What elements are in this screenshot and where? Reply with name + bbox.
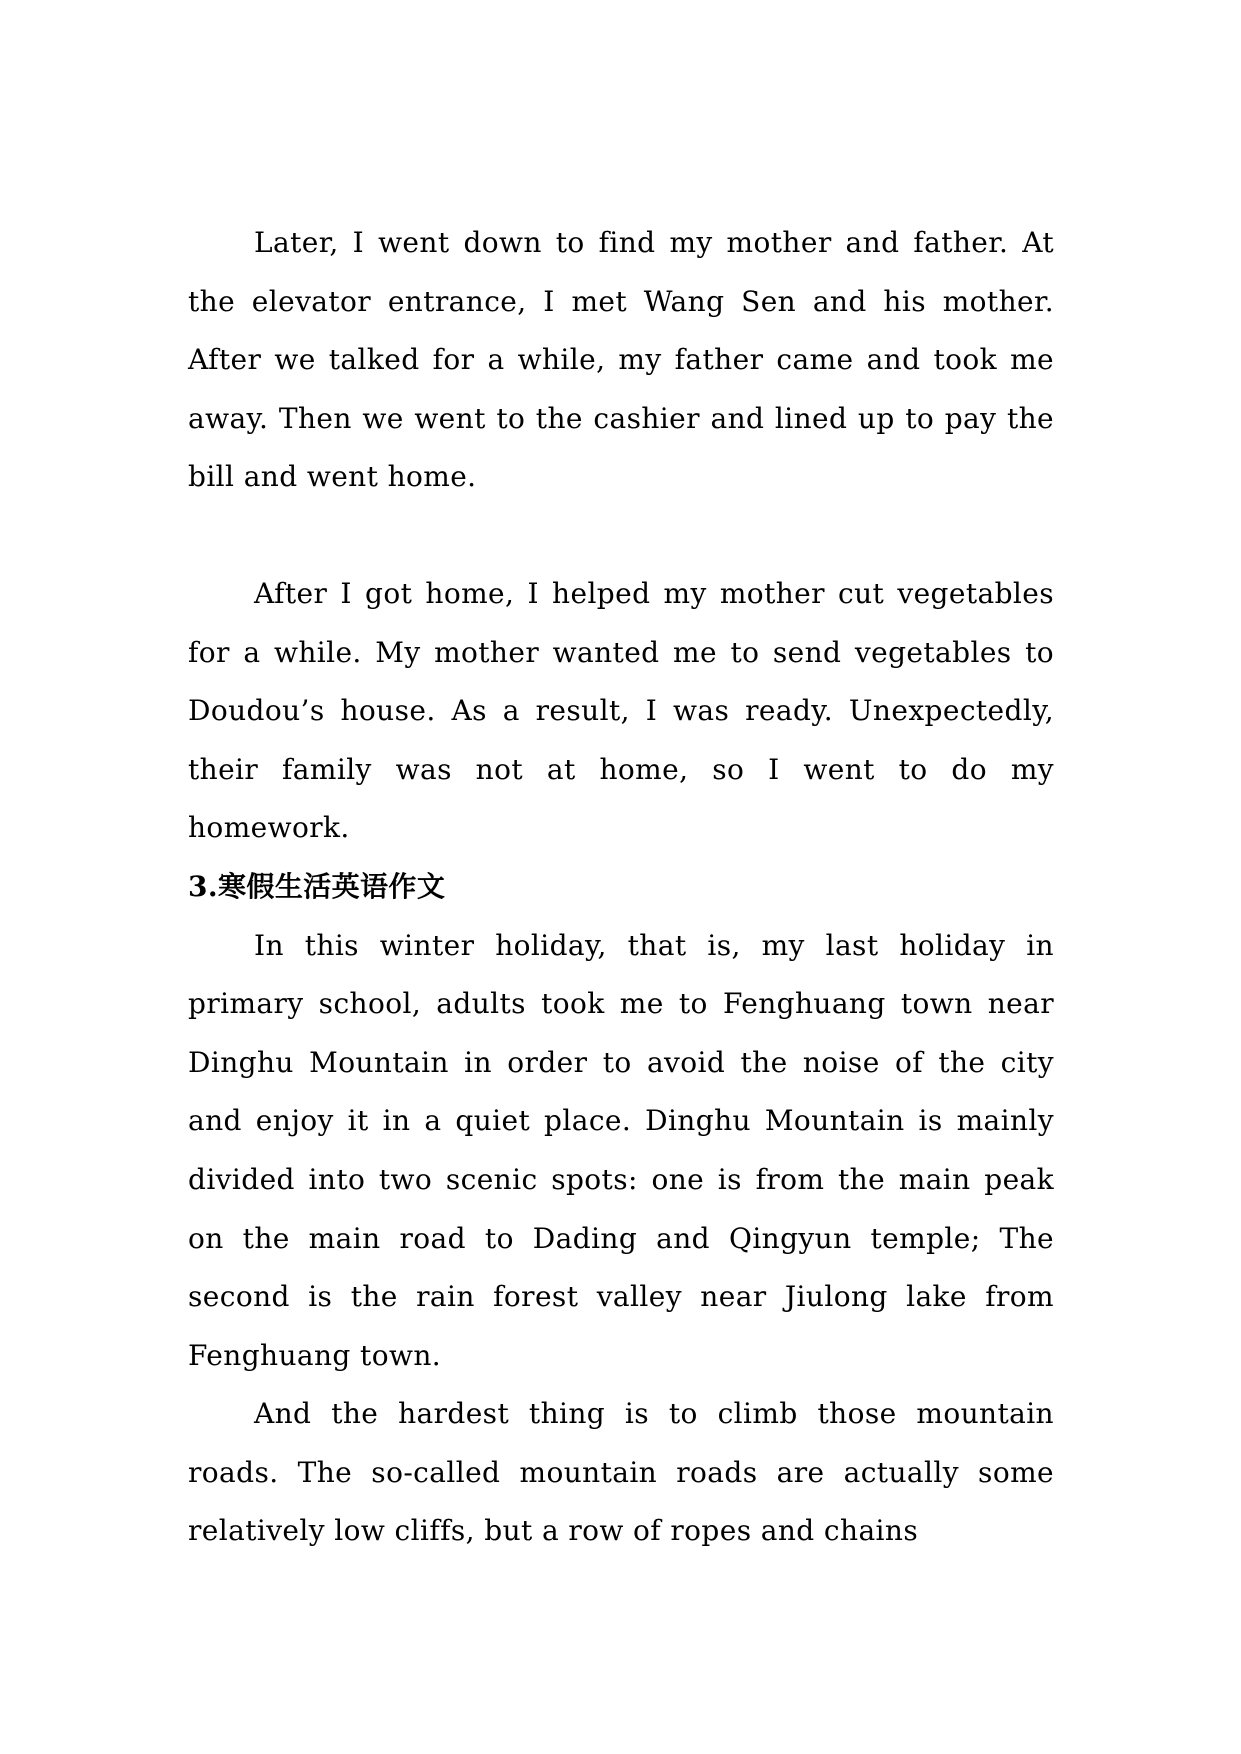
document-body [188,214,1054,1561]
paragraph-mountain-roads: And the hardest thing is to climb those mountain roads. The so-called mountain roads are actually some relatively low cliffs, but a row of ropes and chains [188,1397,1054,1548]
paragraph-later-went-down: Later, I went down to find my mother and father. At the elevator entrance, I met Wang Sen and his mother. After we talked for a while, my father came and took me away. Then we went to the cashier and lined up to pay the bill and went home. [188,226,1054,494]
paragraph-after-got-home: After I got home, I helped my mother cut vegetables for a while. My mother wanted me to send vegetables to Doudou’s house. As a result, I was ready. Unexpectedly, their family was not at home, so I went to do my homework. [188,576,1054,845]
section-heading: 3.寒假生活英语作文 [188,869,446,903]
paragraph-winter-holiday: In this winter holiday, that is, my last holiday in primary school, adults took me to Fenghuang town near Dinghu Mountain in order to avoid the noise of the city and enjoy it in a quiet place. Dinghu Mountain is mainly divided into two scenic spots: one is from the main peak on the main road to Dading and Qingyun temple; The second is the rain forest valley near Jiulong lake from Fenghuang town. [188,928,1054,1372]
paragraph-spacer [188,507,1054,565]
